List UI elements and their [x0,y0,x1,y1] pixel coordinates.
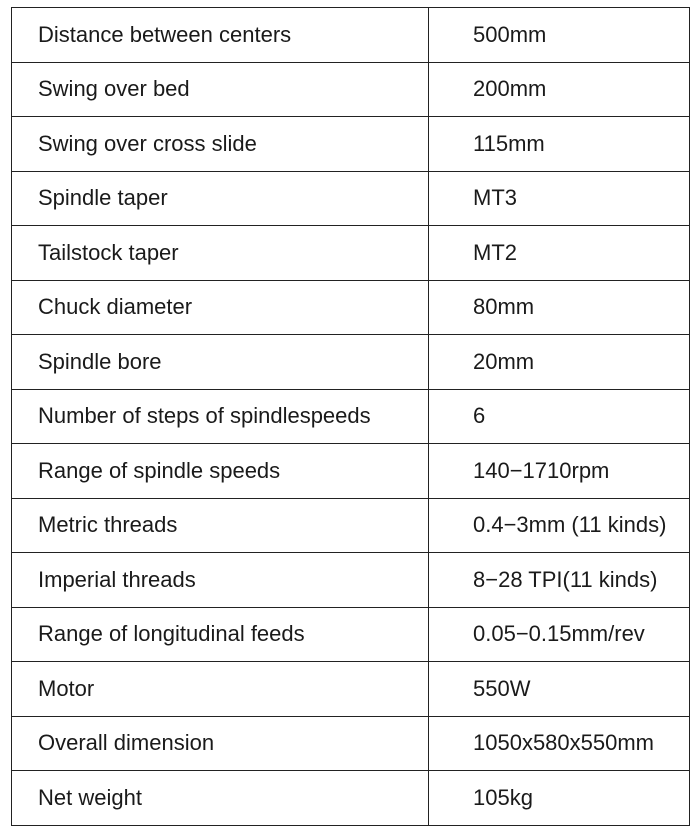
value-cell: 20mm [429,335,690,390]
table-row [12,553,690,608]
parameter-cell: Swing over cross slide [12,117,429,172]
parameter-cell: Distance between centers [12,8,429,63]
value-cell: 0.4−3mm (11 kinds) [429,498,690,553]
parameter-cell: Imperial threads [12,553,429,608]
parameter-cell: Chuck diameter [12,280,429,335]
table-row [12,335,690,390]
value-cell: 8−28 TPI(11 kinds) [429,553,690,608]
table-row [12,226,690,281]
parameter-cell: Swing over bed [12,62,429,117]
parameter-cell: Tailstock taper [12,226,429,281]
table-row [12,607,690,662]
parameter-cell: Net weight [12,771,429,826]
parameter-cell: Motor [12,662,429,717]
table-row [12,498,690,553]
table-row [12,771,690,826]
table-row [12,8,690,63]
value-cell: 6 [429,389,690,444]
value-cell: 200mm [429,62,690,117]
table-row [12,716,690,771]
value-cell: MT2 [429,226,690,281]
value-cell: 1050x580x550mm [429,716,690,771]
parameter-cell: Range of spindle speeds [12,444,429,499]
table-row [12,171,690,226]
value-cell: 500mm [429,8,690,63]
table-row [12,662,690,717]
table-row [12,280,690,335]
table-row [12,62,690,117]
parameter-cell: Spindle taper [12,171,429,226]
table-row [12,117,690,172]
value-cell: 80mm [429,280,690,335]
value-cell: MT3 [429,171,690,226]
specification-table [11,7,690,826]
parameter-cell: Number of steps of spindlespeeds [12,389,429,444]
value-cell: 140−1710rpm [429,444,690,499]
parameter-cell: Overall dimension [12,716,429,771]
value-cell: 0.05−0.15mm/rev [429,607,690,662]
parameter-cell: Metric threads [12,498,429,553]
parameter-cell: Range of longitudinal feeds [12,607,429,662]
table-row [12,444,690,499]
value-cell: 115mm [429,117,690,172]
value-cell: 550W [429,662,690,717]
value-cell: 105kg [429,771,690,826]
table-row [12,389,690,444]
parameter-cell: Spindle bore [12,335,429,390]
